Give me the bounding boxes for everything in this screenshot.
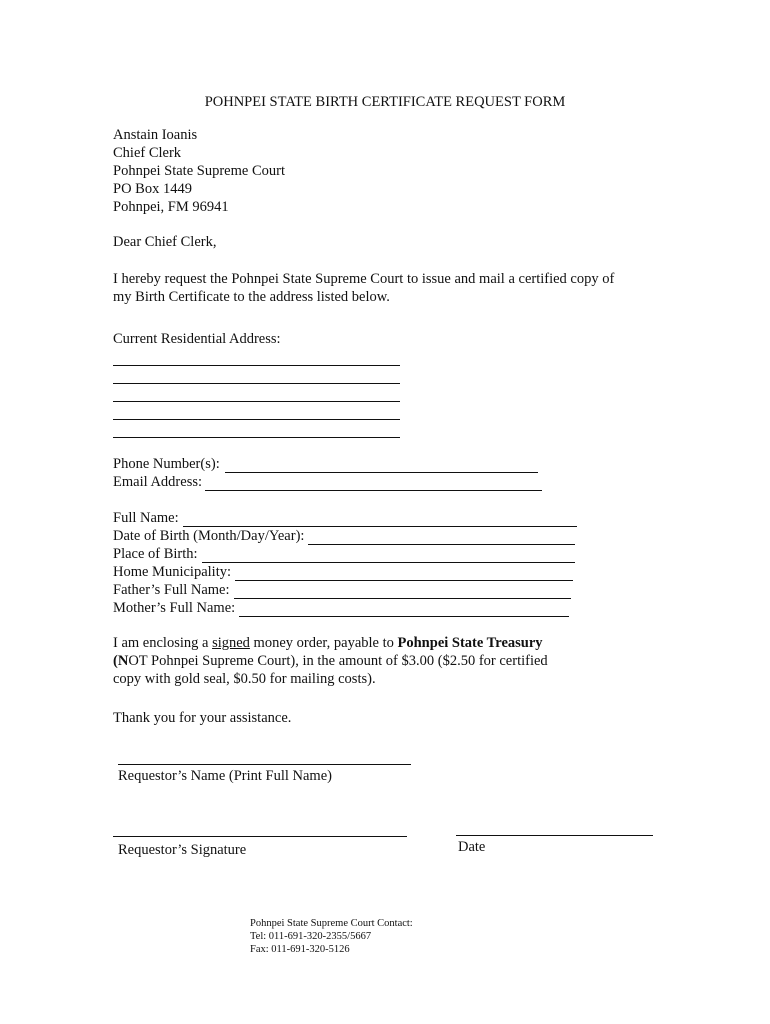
requestor-name-label: Requestor’s Name (Print Full Name): [118, 768, 332, 784]
place-of-birth-field: [113, 545, 575, 563]
footer-fax: Fax: 011-691-320-5126: [250, 944, 350, 955]
father-name-input-line[interactable]: [234, 585, 571, 599]
recipient-organization: Pohnpei State Supreme Court: [113, 163, 285, 179]
phone-field: [113, 455, 538, 473]
email-field: [113, 473, 542, 491]
payment-line-3: copy with gold seal, $0.50 for mailing costs).: [113, 671, 376, 687]
home-municipality-field: [113, 563, 573, 581]
phone-input-line[interactable]: [225, 459, 538, 473]
recipient-po-box: PO Box 1449: [113, 181, 192, 197]
dob-label: Date of Birth (Month/Day/Year):: [113, 528, 305, 544]
payment-line-2: [113, 652, 548, 670]
address-lines: [113, 348, 400, 438]
email-label: Email Address:: [113, 474, 203, 490]
footer-heading: Pohnpei State Supreme Court Contact:: [250, 918, 413, 929]
signature-label: Requestor’s Signature: [118, 842, 247, 858]
payee-name: Pohnpei State Treasury: [397, 635, 543, 651]
mother-name-input-line[interactable]: [239, 603, 569, 617]
recipient-address: [113, 126, 285, 216]
thanks-line: Thank you for your assistance.: [113, 710, 292, 726]
recipient-name: Anstain Ioanis: [113, 127, 198, 143]
signature-line[interactable]: [113, 820, 407, 837]
full-name-input-line[interactable]: [183, 513, 577, 527]
place-of-birth-input-line[interactable]: [202, 549, 575, 563]
address-label: Current Residential Address:: [113, 331, 281, 347]
contact-fields: [113, 455, 542, 491]
address-line-5[interactable]: [113, 420, 400, 438]
request-line-2: my Birth Certificate to the address listed below.: [113, 289, 390, 305]
address-line-1[interactable]: [113, 348, 400, 366]
mother-name-label: Mother’s Full Name:: [113, 600, 236, 616]
payment-line-2-rest: OT Pohnpei Supreme Court), in the amount of $3.00 ($2.50 for certified: [128, 653, 548, 669]
dob-field: [113, 527, 575, 545]
father-name-label: Father’s Full Name:: [113, 582, 230, 598]
father-name-field: [113, 581, 571, 599]
phone-label: Phone Number(s):: [113, 456, 220, 472]
payment-mid: money order, payable to: [249, 635, 398, 651]
place-of-birth-label: Place of Birth:: [113, 546, 198, 562]
signed-word: signed: [212, 635, 250, 651]
address-line-4[interactable]: [113, 402, 400, 420]
payment-line-1: [113, 634, 548, 652]
payment-n: N: [117, 653, 129, 669]
payment-prefix: I am enclosing a: [113, 635, 213, 651]
date-line[interactable]: [456, 819, 653, 836]
dob-input-line[interactable]: [308, 531, 575, 545]
address-line-3[interactable]: [113, 384, 400, 402]
request-line-1: I hereby request the Pohnpei State Supreme Court to issue and mail a certified copy of: [113, 271, 615, 287]
footer-tel: Tel: 011-691-320-2355/5667: [250, 931, 372, 942]
mother-name-field: [113, 599, 569, 617]
requestor-name-line[interactable]: [118, 748, 411, 765]
recipient-title: Chief Clerk: [113, 145, 182, 161]
full-name-field: [113, 509, 577, 527]
address-line-2[interactable]: [113, 366, 400, 384]
payment-paren: (: [113, 653, 118, 669]
personal-fields: [113, 509, 577, 617]
recipient-city: Pohnpei, FM 96941: [113, 199, 229, 215]
home-municipality-label: Home Municipality:: [113, 564, 231, 580]
footer-contact: [250, 917, 413, 956]
full-name-label: Full Name:: [113, 510, 179, 526]
salutation: Dear Chief Clerk,: [113, 234, 217, 250]
payment-paragraph: [113, 634, 548, 688]
date-label: Date: [458, 839, 486, 855]
page-title: POHNPEI STATE BIRTH CERTIFICATE REQUEST FORM: [204, 94, 566, 110]
request-paragraph: [113, 270, 614, 306]
email-input-line[interactable]: [205, 477, 542, 491]
home-municipality-input-line[interactable]: [235, 567, 573, 581]
